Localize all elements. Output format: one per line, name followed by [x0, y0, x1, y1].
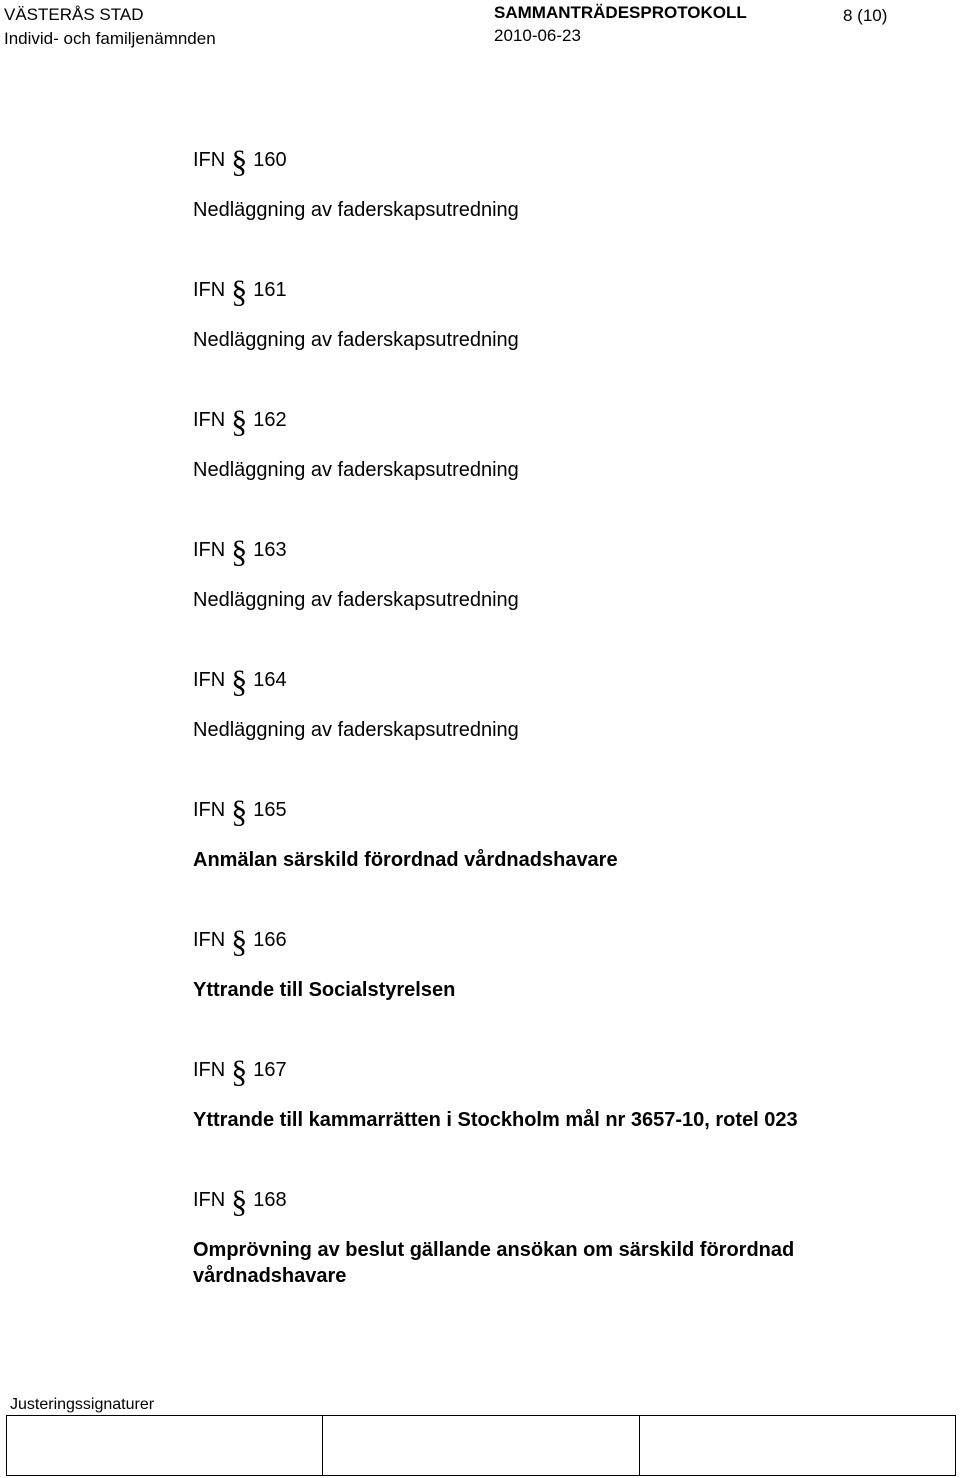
signature-table — [6, 1415, 956, 1476]
paragraph-prefix: IFN — [193, 799, 226, 821]
paragraph-title: Anmälan särskild förordnad vårdnadshavare — [193, 849, 618, 871]
page-number: 8 (10) — [843, 6, 888, 25]
paragraph-prefix: IFN — [193, 539, 226, 561]
signature-box[interactable] — [640, 1416, 955, 1475]
document-date: 2010-06-23 — [494, 26, 581, 45]
paragraph-digits: 164 — [253, 669, 287, 691]
section-sign: § — [231, 403, 248, 439]
paragraph-number — [193, 143, 913, 179]
signature-box[interactable] — [7, 1416, 323, 1475]
paragraph-number — [193, 273, 913, 309]
paragraph-title: Nedläggning av faderskapsutredning — [193, 589, 519, 611]
paragraph-number — [193, 403, 913, 439]
paragraph-prefix: IFN — [193, 409, 226, 431]
paragraph-number — [193, 663, 913, 699]
signature-label: Justeringssignaturer — [10, 1396, 155, 1413]
signature-box[interactable] — [323, 1416, 639, 1475]
section-sign: § — [231, 663, 248, 699]
section-sign: § — [231, 923, 248, 959]
paragraph-title: Yttrande till Socialstyrelsen — [193, 979, 456, 1001]
agenda-item — [193, 535, 913, 613]
paragraph-number — [193, 1053, 913, 1089]
agenda-item — [193, 405, 913, 483]
paragraph-digits: 161 — [253, 279, 287, 301]
paragraph-digits: 163 — [253, 539, 287, 561]
paragraph-number — [193, 793, 913, 829]
paragraph-prefix: IFN — [193, 279, 226, 301]
paragraph-number — [193, 533, 913, 569]
paragraph-digits: 168 — [253, 1189, 287, 1211]
paragraph-title: Nedläggning av faderskapsutredning — [193, 329, 519, 351]
agenda-item — [193, 275, 913, 353]
paragraph-title: Nedläggning av faderskapsutredning — [193, 459, 519, 481]
paragraph-number — [193, 1183, 913, 1219]
paragraph-title: Yttrande till kammarrätten i Stockholm mål nr 3657-10, rotel 023 — [193, 1109, 798, 1131]
section-sign: § — [231, 793, 248, 829]
paragraph-title: Nedläggning av faderskapsutredning — [193, 719, 519, 741]
paragraph-digits: 167 — [253, 1059, 287, 1081]
paragraph-number — [193, 923, 913, 959]
agenda-item — [193, 1185, 913, 1289]
paragraph-prefix: IFN — [193, 929, 226, 951]
agenda-item — [193, 795, 913, 873]
paragraph-digits: 160 — [253, 149, 287, 171]
agenda-item — [193, 665, 913, 743]
agenda-item — [193, 145, 913, 223]
agenda-item — [193, 925, 913, 1003]
paragraph-prefix: IFN — [193, 149, 226, 171]
paragraph-title: Nedläggning av faderskapsutredning — [193, 199, 519, 221]
organization-name: VÄSTERÅS STAD — [4, 5, 144, 24]
paragraph-prefix: IFN — [193, 1059, 226, 1081]
section-sign: § — [231, 143, 248, 179]
section-sign: § — [231, 273, 248, 309]
paragraph-title: Omprövning av beslut gällande ansökan om särskild förordnad vårdnadshavare — [193, 1239, 795, 1287]
section-sign: § — [231, 533, 248, 569]
paragraph-prefix: IFN — [193, 1189, 226, 1211]
agenda-item — [193, 1055, 913, 1133]
section-sign: § — [231, 1183, 248, 1219]
department-name: Individ- och familjenämnden — [4, 29, 216, 48]
paragraph-digits: 162 — [253, 409, 287, 431]
paragraph-digits: 166 — [253, 929, 287, 951]
section-sign: § — [231, 1053, 248, 1089]
document-type: SAMMANTRÄDESPROTOKOLL — [494, 3, 747, 22]
paragraph-prefix: IFN — [193, 669, 226, 691]
paragraph-digits: 165 — [253, 799, 287, 821]
